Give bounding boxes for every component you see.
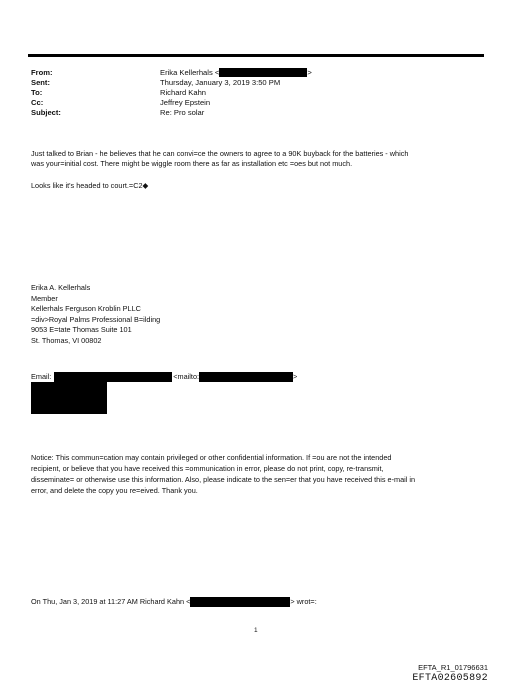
notice-line-2: recipient, or believe that you have received this =ommunication in error, please do not print, copy, re-transmit, — [31, 464, 384, 473]
mailto-redaction — [199, 372, 293, 382]
cc-row — [31, 98, 312, 108]
mailto-suffix: > — [293, 372, 298, 381]
sent-value: Thursday, January 3, 2019 3:50 PM — [160, 78, 281, 87]
signature-block — [31, 283, 160, 346]
sent-label: Sent: — [31, 78, 50, 87]
from-suffix: > — [307, 68, 312, 77]
signature-email-row — [31, 372, 297, 382]
subject-value: Re: Pro solar — [160, 108, 205, 117]
signature-firm: Kellerhals Ferguson Kroblin PLLC — [31, 304, 141, 313]
signature-title: Member — [31, 293, 58, 303]
to-row — [31, 88, 312, 98]
signature-building: =div>Royal Palms Professional B=ilding — [31, 314, 161, 324]
subject-label: Subject: — [31, 108, 61, 117]
to-value: Richard Kahn — [160, 88, 207, 97]
from-email-redaction — [219, 68, 307, 77]
notice-line-1: Notice: This commun=cation may contain privileged or other confidential information. If =ou are not the intended — [31, 453, 392, 462]
email-label: Email: — [31, 372, 52, 381]
email-redaction — [54, 372, 172, 382]
address-redaction-block — [31, 382, 107, 414]
notice-line-4: error, and delete the copy you re=eived. Thank you. — [31, 486, 198, 495]
notice-line-3: disseminate= or otherwise use this information. Also, please indicate to the sen=er that you have received this e-mail in — [31, 475, 416, 484]
sent-row — [31, 78, 312, 88]
header-rule — [28, 54, 484, 57]
body-line-2: was your=initial cost. There might be wiggle room there as far as installation etc =oes but not much. — [31, 159, 353, 168]
subject-row — [31, 108, 312, 118]
signature-name: Erika A. Kellerhals — [31, 283, 91, 292]
confidentiality-notice — [31, 452, 415, 496]
from-name: Erika Kellerhals < — [160, 68, 220, 77]
email-header — [31, 68, 312, 118]
from-value — [160, 68, 312, 78]
mailto-label: <mailto: — [173, 372, 200, 381]
signature-city: St. Thomas, VI 00802 — [31, 335, 102, 345]
bates-number-secondary: EFTA02605892 — [412, 673, 488, 684]
body-line-1: Just talked to Brian - he believes that he can convi=ce the owners to agree to a 90K buyback for the batteries - which — [31, 149, 409, 158]
from-label: From: — [31, 68, 53, 77]
to-label: To: — [31, 88, 43, 97]
from-row — [31, 68, 312, 78]
body-line-3: Looks like it's headed to court.=C2◆ — [31, 181, 149, 190]
quoted-prefix: On Thu, Jan 3, 2019 at 11:27 AM Richard Kahn < — [31, 597, 191, 606]
quoted-email-redaction — [190, 597, 290, 607]
cc-label: Cc: — [31, 98, 44, 107]
bates-number-primary: EFTA_R1_01796631 — [418, 663, 488, 672]
cc-value: Jeffrey Epstein — [160, 98, 211, 107]
signature-street: 9053 E=tate Thomas Suite 101 — [31, 325, 132, 334]
page-number: 1 — [254, 627, 258, 634]
quoted-suffix: > wrot=: — [290, 597, 317, 606]
quoted-header — [31, 597, 317, 607]
